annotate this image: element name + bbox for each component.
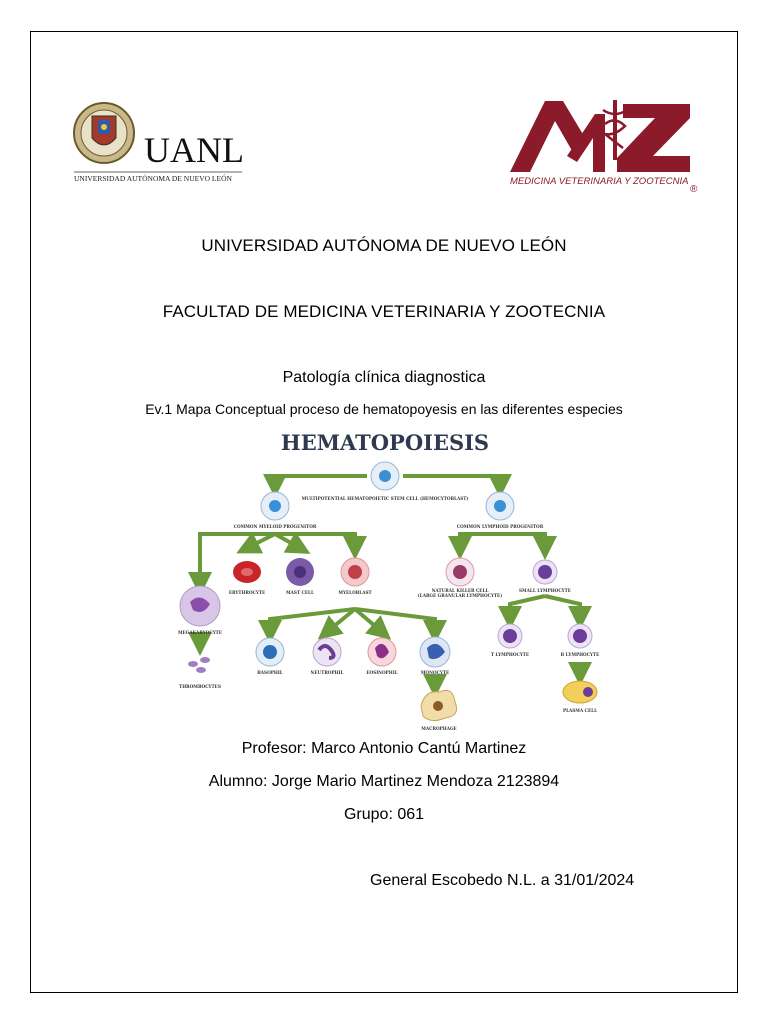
label-plasma-cell: PLASMA CELL xyxy=(562,708,598,713)
label-small-lymphocyte: SMALL LYMPHOCYTE xyxy=(519,588,571,593)
label-t-lymphocyte: T LYMPHOCYTE xyxy=(490,652,530,657)
place-date-line: General Escobedo N.L. a 31/01/2024 xyxy=(370,872,635,889)
myeloid-progenitor-cell xyxy=(261,492,289,520)
lymphoid-progenitor-cell xyxy=(486,492,514,520)
label-lymphoid: COMMON LYMPHOID PROGENITOR xyxy=(456,524,544,529)
label-nk-cell: NATURAL KILLER CELL xyxy=(431,588,489,593)
professor-line: Profesor: Marco Antonio Cantú Martinez xyxy=(241,740,527,757)
eosinophil-cell xyxy=(368,638,396,666)
monocyte-cell xyxy=(420,637,450,667)
plasma-cell xyxy=(563,681,597,703)
label-basophil: BASOPHIL xyxy=(257,670,283,675)
label-macrophage: MACROPHAGE xyxy=(421,726,457,731)
label-neutrophil: NEUTROPHIL xyxy=(310,670,344,675)
mast-cell xyxy=(286,558,314,586)
t-lymphocyte-cell xyxy=(498,624,522,648)
label-myeloid: COMMON MYELOID PROGENITOR xyxy=(233,524,317,529)
label-stem-cell: MULTIPOTENTIAL HEMATOPOIETIC STEM CELL (HEMOCYTOBLAST) xyxy=(301,496,469,501)
assignment-title: Ev.1 Mapa Conceptual proceso de hematopoyesis en las diferentes especies xyxy=(145,401,623,417)
b-lymphocyte-cell xyxy=(568,624,592,648)
label-monocyte: MONOCYTE xyxy=(420,670,450,675)
university-seal-icon xyxy=(74,103,134,163)
registered-mark: ® xyxy=(690,184,698,195)
label-thrombocytes: THROMBOCYTES xyxy=(179,684,221,689)
stem-cell xyxy=(371,462,399,490)
small-lymphocyte-cell xyxy=(533,560,557,584)
label-b-lymphocyte: B LYMPHOCYTE xyxy=(560,652,600,657)
erythrocyte-cell xyxy=(233,561,261,583)
label-megakaryocyte: MEGAKARYOCYTE xyxy=(178,630,222,635)
uanl-wordmark: UANL xyxy=(144,130,244,170)
neutrophil-cell xyxy=(313,638,341,666)
group-line: Grupo: 061 xyxy=(343,806,425,823)
thrombocytes-cells xyxy=(188,657,210,673)
megakaryocyte-cell xyxy=(180,586,220,626)
university-title: UNIVERSIDAD AUTÓNOMA DE NUEVO LEÓN xyxy=(201,236,567,255)
mvz-caption: MEDICINA VETERINARIA Y ZOOTECNIA xyxy=(510,176,689,187)
uanl-caption: UNIVERSIDAD AUTÓNOMA DE NUEVO LEÓN xyxy=(74,174,232,183)
course-title: Patología clínica diagnostica xyxy=(282,369,486,386)
label-mast-cell: MAST CELL xyxy=(286,590,314,595)
basophil-cell xyxy=(256,638,284,666)
macrophage-cell xyxy=(421,690,457,720)
myeloblast-cell xyxy=(341,558,369,586)
diagram-title: HEMATOPOIESIS xyxy=(280,430,490,455)
label-erythrocyte: ERYTHROCYTE xyxy=(228,590,266,595)
nk-cell xyxy=(446,558,474,586)
faculty-title: FACULTAD DE MEDICINA VETERINARIA Y ZOOTECNIA xyxy=(162,302,606,321)
label-nk-cell-sub: (LARGE GRANULAR LYMPHOCYTE) xyxy=(417,593,503,598)
label-myeloblast: MYELOBLAST xyxy=(338,590,372,595)
mvz-logo xyxy=(505,96,705,196)
label-eosinophil: EOSINOPHIL xyxy=(366,670,398,675)
hematopoiesis-diagram xyxy=(155,424,615,742)
student-line: Alumno: Jorge Mario Martinez Mendoza 2123894 xyxy=(208,773,560,790)
uanl-logo xyxy=(72,100,252,190)
